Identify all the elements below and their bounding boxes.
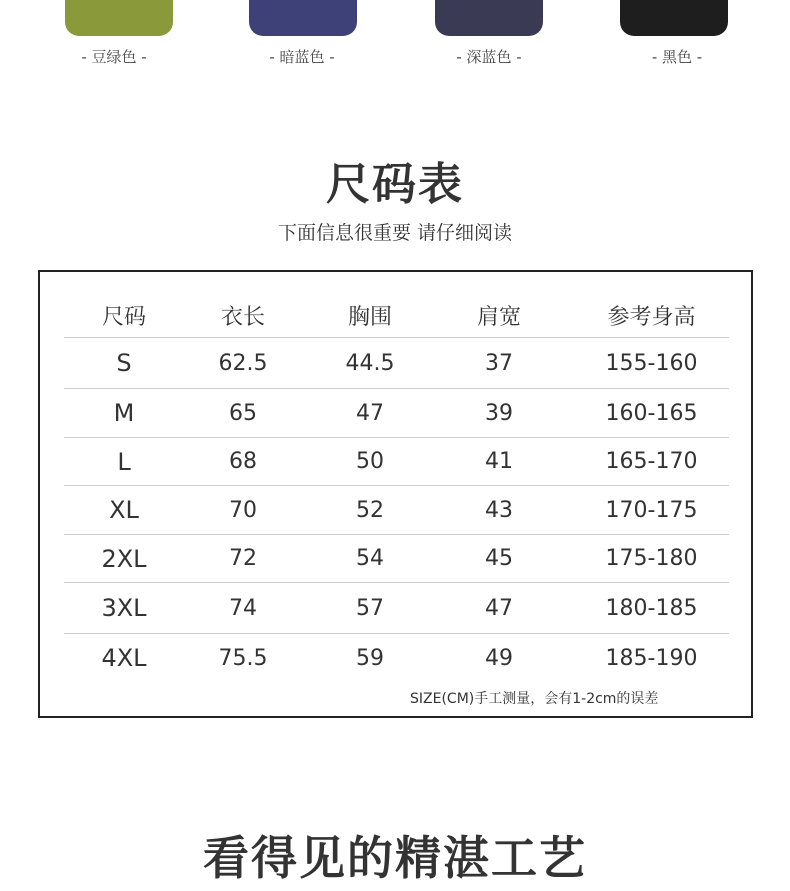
cell-shoulder: 41 <box>485 449 513 474</box>
header-height: 参考身高 <box>607 305 696 330</box>
cell-shoulder: 43 <box>485 497 513 523</box>
header-length: 衣长 <box>220 305 265 330</box>
swatch-label-dark-blue: - 暗蓝色 - <box>269 48 335 66</box>
cell-shoulder: 39 <box>485 400 513 426</box>
cell-chest: 44.5 <box>345 350 395 376</box>
cell-shoulder: 45 <box>485 546 513 571</box>
cell-height: 180-185 <box>605 595 698 621</box>
table-row <box>64 535 729 583</box>
swatch-black[interactable] <box>620 0 728 36</box>
cell-size: L <box>117 447 131 476</box>
table-row <box>64 438 729 486</box>
swatch-label-pea-green: - 豆绿色 - <box>81 48 147 66</box>
cell-length: 62.5 <box>218 350 268 376</box>
cell-length: 72 <box>229 546 257 571</box>
measurement-footnote: SIZE(CM)手工测量，会有1-2cm的误差 <box>410 691 659 707</box>
cell-length: 68 <box>229 449 257 474</box>
cell-length: 74 <box>229 595 257 621</box>
table-row <box>64 389 729 438</box>
cell-height: 155-160 <box>605 350 698 376</box>
cell-size: M <box>113 399 135 427</box>
cell-size: 3XL <box>101 594 147 622</box>
craftsmanship-title: 看得见的精湛工艺 <box>203 831 587 885</box>
cell-size: 2XL <box>101 544 147 573</box>
cell-size: 4XL <box>101 644 147 672</box>
cell-shoulder: 47 <box>485 595 513 621</box>
swatch-label-black: - 黑色 - <box>651 48 703 66</box>
cell-size: S <box>116 349 132 377</box>
cell-height: 185-190 <box>605 645 698 671</box>
table-row <box>64 486 729 535</box>
cell-chest: 54 <box>356 546 384 571</box>
size-chart-subtitle: 下面信息很重要 请仔细阅读 <box>277 222 513 244</box>
cell-length: 65 <box>229 400 257 426</box>
cell-length: 75.5 <box>218 645 268 671</box>
size-chart-title: 尺码表 <box>326 159 464 210</box>
swatch-navy[interactable] <box>435 0 543 36</box>
table-row <box>64 634 729 682</box>
cell-chest: 47 <box>356 400 384 426</box>
cell-shoulder: 49 <box>485 645 513 671</box>
size-table <box>38 270 753 718</box>
cell-height: 170-175 <box>605 497 698 523</box>
cell-length: 70 <box>229 497 257 523</box>
swatch-pea-green[interactable] <box>65 0 173 36</box>
swatch-dark-blue[interactable] <box>249 0 357 36</box>
cell-chest: 59 <box>356 645 384 671</box>
cell-chest: 52 <box>356 497 384 523</box>
table-header-row <box>64 294 729 338</box>
swatch-label-navy: - 深蓝色 - <box>456 48 522 66</box>
header-shoulder: 肩宽 <box>476 305 521 330</box>
cell-height: 160-165 <box>605 400 698 426</box>
cell-size: XL <box>109 496 139 524</box>
table-row <box>64 583 729 634</box>
cell-chest: 50 <box>356 449 384 474</box>
header-chest: 胸围 <box>347 305 392 330</box>
cell-height: 165-170 <box>605 449 698 474</box>
cell-chest: 57 <box>356 595 384 621</box>
cell-height: 175-180 <box>605 546 698 571</box>
table-row <box>64 338 729 389</box>
cell-shoulder: 37 <box>485 350 513 376</box>
header-size: 尺码 <box>101 305 146 330</box>
